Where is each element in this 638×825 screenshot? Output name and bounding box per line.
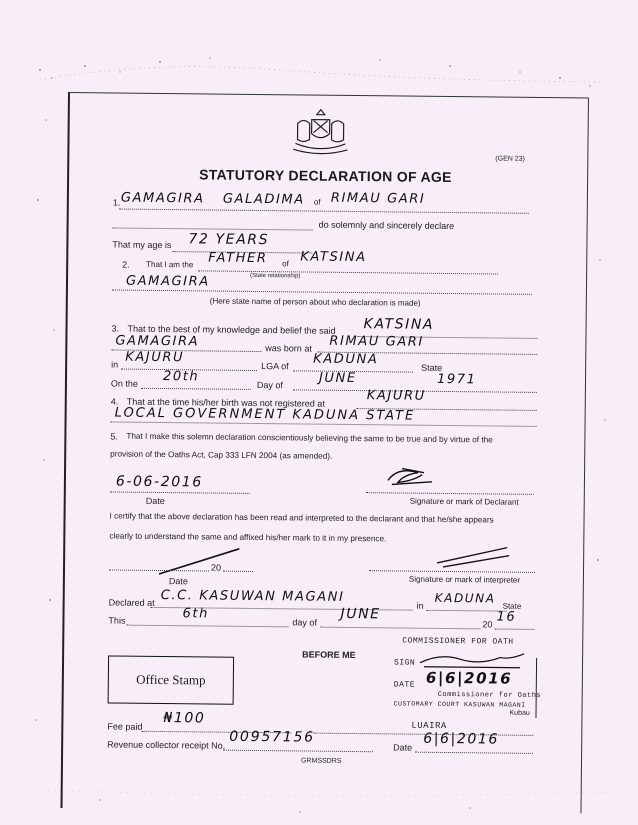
birth-town: KAJURU (125, 349, 185, 366)
declared-at-label: Declared at (108, 597, 155, 608)
of-label-2: of (282, 259, 289, 269)
customary-court-text: CUSTOMARY COURT KASUWAN MAGANI (393, 700, 526, 709)
fees-date-value: 6|6|2016 (423, 730, 500, 748)
kubau-text: Kubau (509, 709, 530, 717)
age-value: 72 YEARS (188, 231, 270, 249)
declarant-first-name: GAMAGIRA (120, 190, 205, 207)
interpreter-year-prefix: 20 (210, 562, 222, 573)
office-stamp-label: Office Stamp (136, 671, 206, 688)
list-num-2: 2. (122, 259, 130, 270)
before-me-label: BEFORE ME (302, 649, 356, 661)
birth-intro: That to the best of my knowledge and belief the said (127, 323, 336, 336)
declarant-address: RIMAU GARI (330, 190, 426, 207)
receipt-label: Revenue collector receipt No. (107, 739, 226, 751)
born-at-label: was born at (265, 343, 312, 354)
registration-place-a: KAJURU (366, 388, 426, 404)
interpreter-mark-icon (155, 542, 245, 579)
declared-year-prefix: 20 (482, 619, 493, 630)
state-label: State (421, 362, 443, 373)
interpreter-date-label: Date (168, 576, 188, 587)
commissioner-date-value: 6|6|2016 (425, 668, 513, 688)
coat-of-arms-icon (287, 105, 354, 156)
footer-mark: GRMSSDRS (300, 757, 342, 765)
declared-place: C.C. KASUWAN MAGANI (160, 587, 345, 605)
in-label: in (111, 359, 119, 370)
commissioner-location: LUAIRA (411, 720, 447, 732)
fees-date-label: Date (393, 742, 413, 753)
clause5-line2: provision of the Oaths Act, Cap 333 LFN 2004 (as amended). (110, 449, 333, 461)
certification-line2: clearly to understand the same and affixed his/her mark to it in my presence. (109, 531, 387, 544)
interpreter-signature-icon (433, 543, 513, 570)
declared-year-suffix: 16 (496, 609, 517, 625)
registration-place-b: LOCAL GOVERNMENT KADUNA STATE (114, 405, 416, 424)
solemn-text: do solemnly and sincerely declare (318, 219, 455, 232)
commissioner-signature-icon (418, 649, 528, 670)
birth-month: JUNE (318, 370, 357, 387)
declared-month: JUNE (340, 605, 381, 623)
declarant-second-name: GALADIMA (222, 191, 305, 208)
lga-label: LGA of (261, 361, 289, 372)
fee-paid-value: ₦100 (163, 710, 206, 727)
birth-day: 20th (162, 369, 200, 385)
birth-state: KADUNA (313, 351, 379, 368)
subject-name-a: KATSINA (300, 249, 367, 266)
relationship-value: FATHER (208, 250, 268, 267)
person-instruction: (Here state name of person about who declaration is made) (209, 296, 421, 308)
declared-state-label: State (502, 601, 522, 611)
subject-name-b: GAMAGIRA (125, 273, 210, 290)
list-num-3: 3. (111, 323, 120, 334)
declared-in-label: in (416, 600, 424, 611)
commissioner-date-label: DATE (393, 680, 416, 690)
age-label: That my age is (112, 239, 172, 251)
birth-name-b: GAMAGIRA (115, 333, 200, 350)
form-code: (GEN 23) (495, 155, 525, 163)
of-label: of (313, 197, 321, 207)
this-label: This (108, 615, 126, 626)
fee-paid-label: Fee paid (107, 721, 143, 732)
list-num-5: 5. (110, 431, 118, 442)
relationship-label: That I am the (146, 259, 194, 270)
commissioner-stamp (393, 626, 544, 722)
receipt-value: 00957156 (229, 728, 316, 746)
office-stamp-box (108, 655, 234, 704)
declared-state: KADUNA (434, 590, 496, 606)
birth-year: 1971 (436, 371, 477, 388)
born-at-value: RIMAU GARI (329, 333, 424, 350)
list-num-4: 4. (110, 396, 119, 407)
declared-day: 6th (182, 606, 210, 622)
commissioner-sign-label: SIGN (393, 658, 416, 668)
declarant-date-value: 6-06-2016 (115, 473, 203, 491)
declaration-page (61, 92, 589, 813)
clause5-line1: That I make this solemn declaration conscientiously believing the same to be true and by virtue of the (126, 431, 493, 445)
interpreter-signature-label: Signature or mark of interpreter (408, 574, 521, 585)
list-num-1: 1. (112, 197, 121, 208)
birth-name-a: KATSINA (363, 316, 435, 333)
page-title: STATUTORY DECLARATION OF AGE (199, 166, 452, 186)
declarant-signature-label: Signature or mark of Declarant (409, 496, 519, 507)
declarant-date-label: Date (145, 495, 165, 507)
declarant-signature-icon (384, 462, 444, 491)
commissioner-stamp-title: COMMISSIONER FOR OATH (402, 636, 514, 647)
declared-day-of-label: day of (292, 617, 318, 628)
day-of-label: Day of (256, 379, 284, 391)
on-the-label: On the (110, 378, 139, 389)
registration-text: That at the time his/her birth was not registered at (126, 396, 325, 409)
certification-line1: I certify that the above declaration has been read and interpreted to the declarant and that he/she appears (109, 511, 494, 525)
commissioner-subtitle: Commissioner for Oaths (437, 690, 542, 700)
relationship-note: (State relationship) (250, 272, 301, 280)
